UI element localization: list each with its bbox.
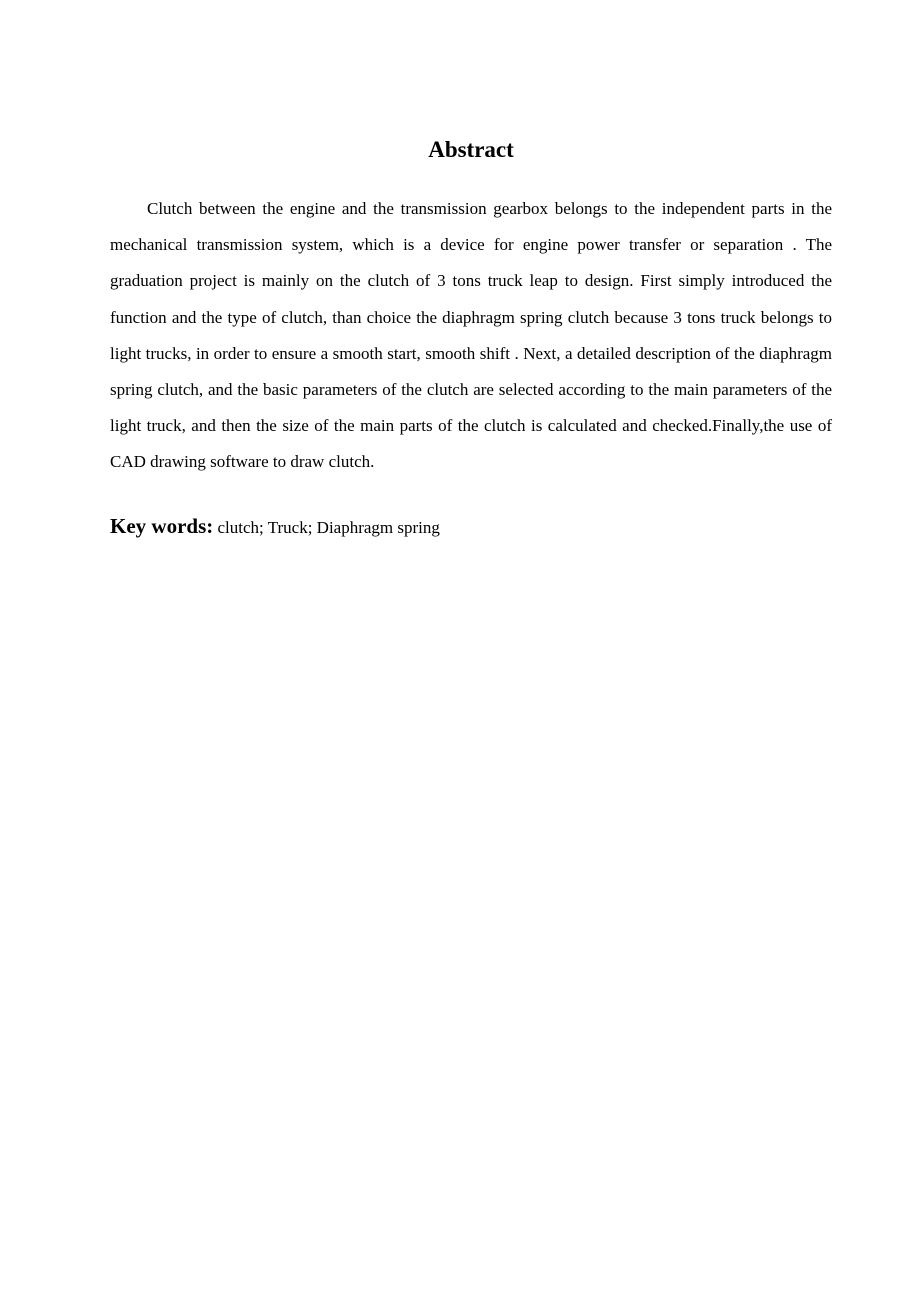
keywords-label: Key words: <box>110 514 214 538</box>
abstract-body: Clutch between the engine and the transmission gearbox belongs to the independent parts in the mechanical transmission system, which is a device for engine power transfer or separation . The graduation project is mainly on the clutch of 3 tons truck leap to design. First simply introduced the function and the type of clutch, than choice the diaphragm spring clutch because 3 tons truck belongs to light trucks, in order to ensure a smooth start, smooth shift . Next, a detailed description of the diaphragm spring clutch, and the basic parameters of the clutch are selected according to the main parameters of the light truck, and then the size of the main parts of the clutch is calculated and checked.Finally,the use of CAD drawing software to draw clutch. <box>110 199 832 472</box>
keywords-value: clutch; Truck; Diaphragm spring <box>213 518 440 537</box>
abstract-title: Abstract <box>428 137 514 162</box>
keywords-line <box>110 511 832 543</box>
